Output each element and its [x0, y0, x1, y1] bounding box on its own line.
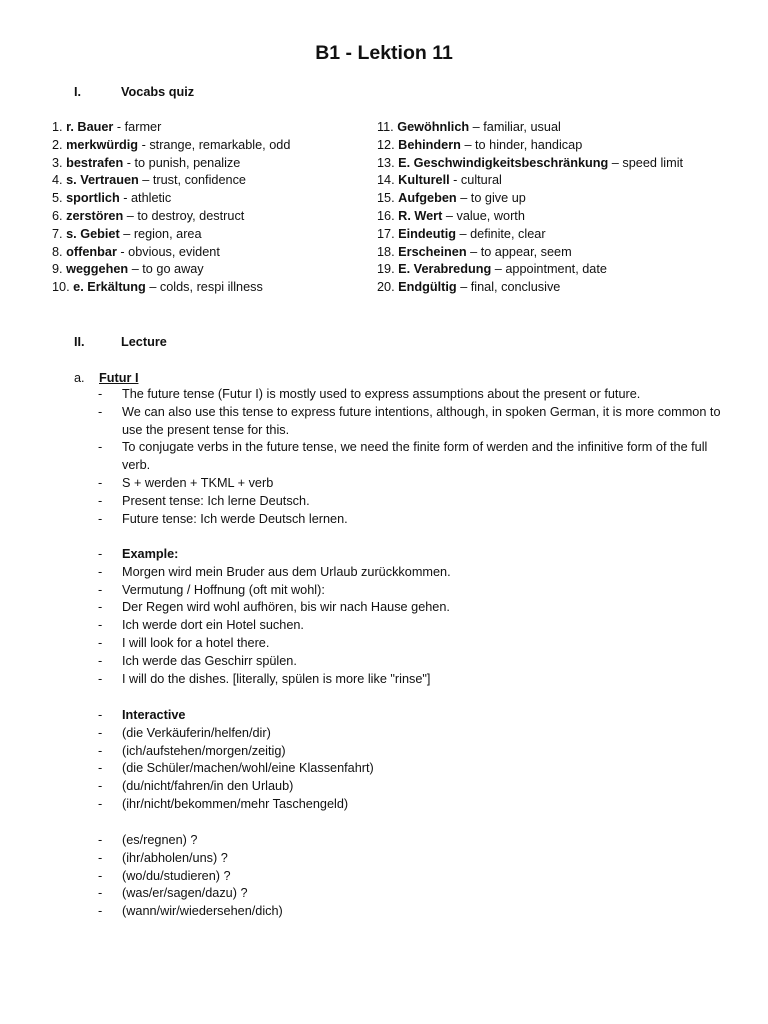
bullet-text: (wann/wir/wiedersehen/dich) [122, 904, 283, 919]
vocab-word: merkwürdig [66, 137, 139, 152]
vocab-number: 16. [377, 208, 395, 223]
section-label: Vocabs quiz [121, 85, 195, 99]
vocab-meaning: trust, confidence [152, 173, 246, 188]
bullet-text: I will look for a hotel there. [122, 635, 270, 650]
vocab-number: 10. [52, 280, 70, 295]
bullet-dash: - [98, 743, 103, 758]
bullet-dash: - [98, 761, 103, 776]
bullet-text: Present tense: Ich lerne Deutsch. [122, 493, 310, 508]
vocab-number: 18. [377, 244, 395, 259]
vocab-word: E. Geschwindigkeitsbeschränkung [398, 155, 609, 170]
vocab-word: s. Gebiet [66, 226, 120, 241]
vocab-item [377, 208, 683, 226]
bullet-dash: - [98, 404, 103, 419]
bullet-dash: - [98, 779, 103, 794]
bullet-text: I will do the dishes. [literally, spülen is more like "rinse"] [122, 671, 431, 686]
vocab-number: 14. [377, 173, 395, 188]
vocab-separator: - [138, 137, 150, 152]
bullet-item [98, 903, 738, 921]
bullet-dash: - [98, 671, 103, 686]
bullet-item [98, 511, 738, 529]
vocab-list-left [52, 119, 290, 297]
section-number: I. [74, 85, 82, 99]
bullet-dash: - [98, 796, 103, 811]
vocab-separator: – [469, 120, 484, 134]
vocab-word: Aufgeben [398, 191, 457, 206]
bullet-list-example [98, 546, 738, 688]
vocab-meaning: to hinder, handicap [475, 137, 583, 152]
bullet-dash: - [98, 600, 103, 615]
bullet-dash: - [98, 886, 103, 901]
bullet-text: The future tense (Futur I) is mostly used to express assumptions about the present or future. [122, 387, 641, 401]
bullet-text: (wo/du/studieren) ? [122, 868, 231, 883]
bullet-text: Morgen wird mein Bruder aus dem Urlaub zurückkommen. [122, 564, 451, 579]
bullet-item [98, 617, 738, 635]
vocab-item [52, 119, 290, 137]
vocab-item [52, 137, 290, 155]
section-label: Lecture [121, 335, 167, 349]
bullet-item [98, 671, 738, 689]
bullet-text: Interactive [122, 708, 186, 722]
vocab-meaning: region, area [133, 226, 202, 241]
vocab-number: 12. [377, 137, 395, 152]
vocab-word: bestrafen [66, 155, 124, 170]
vocab-item [52, 279, 290, 297]
vocab-number: 11. [377, 120, 394, 134]
vocab-number: 3. [52, 155, 63, 170]
bullet-item [98, 760, 738, 778]
vocab-meaning: final, conclusive [470, 280, 561, 295]
bullet-text: (die Schüler/machen/wohl/eine Klassenfahrt) [122, 761, 374, 776]
vocab-item [52, 244, 290, 262]
bullet-item [98, 653, 738, 671]
subsection-label: Futur I [99, 371, 139, 385]
bullet-list-questions [98, 832, 738, 921]
bullet-text: Der Regen wird wohl aufhören, bis wir nach Hause gehen. [122, 600, 450, 615]
bullet-text: Vermutung / Hoffnung (oft mit wohl): [122, 582, 325, 597]
bullet-item [98, 868, 738, 886]
bullet-item [98, 546, 738, 564]
bullet-item [98, 439, 738, 475]
vocab-number: 15. [377, 191, 395, 206]
bullet-dash: - [98, 850, 103, 865]
vocab-number: 17. [377, 226, 395, 241]
vocab-meaning: to give up [470, 191, 526, 206]
vocab-separator: – [456, 191, 471, 206]
vocab-word: Gewöhnlich [397, 120, 470, 134]
vocab-item [377, 244, 683, 262]
vocab-meaning: to appear, seem [480, 244, 572, 259]
bullet-text: S + werden + TKML + verb [122, 475, 274, 490]
vocab-item [377, 226, 683, 244]
vocab-meaning: athletic [130, 191, 172, 206]
vocab-item [377, 119, 683, 137]
bullet-text: (es/regnen) ? [122, 833, 198, 847]
bullet-list-interactive [98, 707, 738, 814]
vocab-number: 8. [52, 244, 63, 259]
bullet-dash: - [98, 708, 103, 722]
bullet-dash: - [98, 833, 103, 847]
vocab-word: Erscheinen [398, 244, 467, 259]
vocab-word: zerstören [66, 208, 124, 223]
bullet-text: Future tense: Ich werde Deutsch lernen. [122, 511, 348, 526]
bullet-item [98, 885, 738, 903]
vocab-number: 7. [52, 226, 63, 241]
bullet-dash: - [98, 475, 103, 490]
vocab-word: offenbar [66, 244, 117, 259]
bullet-item [98, 850, 738, 868]
bullet-dash: - [98, 511, 103, 526]
bullet-list-intro [98, 386, 738, 528]
bullet-item [98, 386, 738, 404]
section-number: II. [74, 335, 85, 349]
bullet-item [98, 599, 738, 617]
bullet-dash: - [98, 635, 103, 650]
vocab-word: Endgültig [398, 280, 457, 295]
vocab-item [52, 172, 290, 190]
vocab-item [52, 155, 290, 173]
bullet-item [98, 796, 738, 814]
bullet-item [98, 778, 738, 796]
vocab-number: 5. [52, 191, 63, 206]
vocab-meaning: strange, remarkable, odd [149, 137, 291, 152]
bullet-text: (ihr/nicht/bekommen/mehr Taschengeld) [122, 796, 349, 811]
vocab-number: 2. [52, 137, 63, 152]
bullet-dash: - [98, 493, 103, 508]
bullet-dash: - [98, 868, 103, 883]
vocab-word: Kulturell [398, 173, 450, 188]
vocab-separator: - [449, 173, 461, 188]
vocab-meaning: appointment, date [505, 262, 607, 277]
bullet-dash: - [98, 564, 103, 579]
vocab-separator: – [491, 262, 506, 277]
vocab-meaning: value, worth [456, 208, 525, 223]
vocab-separator: – [442, 208, 457, 223]
bullet-dash: - [98, 653, 103, 668]
vocab-separator: – [145, 280, 160, 295]
vocab-separator: – [128, 262, 143, 277]
vocab-meaning: to go away [142, 262, 204, 277]
bullet-item [98, 404, 738, 440]
bullet-item [98, 743, 738, 761]
vocab-word: e. Erkältung [73, 280, 146, 295]
bullet-text: (ich/aufstehen/morgen/zeitig) [122, 743, 286, 758]
vocab-separator: - [123, 155, 135, 170]
bullet-item [98, 832, 738, 850]
vocab-meaning: definite, clear [470, 226, 546, 241]
vocab-meaning: farmer [124, 120, 162, 134]
vocab-separator: - [113, 120, 125, 134]
vocab-item [52, 208, 290, 226]
vocab-word: s. Vertrauen [66, 173, 139, 188]
vocab-number: 4. [52, 173, 63, 188]
bullet-text: (ihr/abholen/uns) ? [122, 850, 228, 865]
vocab-word: Behindern [398, 137, 461, 152]
bullet-item [98, 564, 738, 582]
vocab-separator: – [460, 137, 476, 152]
vocab-item [377, 172, 683, 190]
vocab-item [377, 155, 683, 173]
bullet-text: Ich werde das Geschirr spülen. [122, 653, 297, 668]
bullet-text: To conjugate verbs in the future tense, we need the finite form of werden and the infinitive form of the full verb. [122, 440, 708, 473]
bullet-dash: - [98, 618, 103, 633]
vocab-number: 1. [52, 120, 63, 134]
bullet-text: Example: [122, 547, 179, 561]
bullet-item [98, 493, 738, 511]
bullet-item [98, 725, 738, 743]
bullet-text: (die Verkäuferin/helfen/dir) [122, 725, 271, 740]
bullet-dash: - [98, 725, 103, 740]
bullet-text: (was/er/sagen/dazu) ? [122, 886, 248, 901]
bullet-dash: - [98, 440, 103, 455]
vocab-item [377, 279, 683, 297]
vocab-number: 20. [377, 280, 395, 295]
vocab-item [52, 261, 290, 279]
bullet-text: Ich werde dort ein Hotel suchen. [122, 618, 304, 633]
vocab-list-right [377, 119, 683, 297]
vocab-separator: – [466, 244, 481, 259]
vocab-separator: – [455, 226, 471, 241]
vocab-item [52, 226, 290, 244]
vocab-separator: – [608, 155, 623, 170]
vocab-word: E. Verabredung [398, 262, 492, 277]
bullet-item [98, 707, 738, 725]
vocab-separator: – [119, 226, 134, 241]
vocab-word: r. Bauer [66, 120, 114, 134]
vocab-meaning: to destroy, destruct [137, 208, 245, 223]
vocab-meaning: familiar, usual [483, 120, 561, 134]
subsection-letter: a. [74, 371, 85, 385]
vocab-separator: – [123, 208, 138, 223]
vocab-meaning: to punish, penalize [134, 155, 241, 170]
bullet-dash: - [98, 547, 103, 561]
vocab-separator: - [119, 191, 131, 206]
bullet-item [98, 635, 738, 653]
vocab-meaning: colds, respi illness [159, 280, 263, 295]
vocab-meaning: cultural [460, 173, 502, 188]
vocab-separator: – [456, 280, 471, 295]
vocab-number: 19. [377, 262, 395, 277]
bullet-text: We can also use this tense to express future intentions, although, in spoken German, it is more common to use the present tense for this. [122, 404, 721, 437]
bullet-text: (du/nicht/fahren/in den Urlaub) [122, 779, 294, 794]
vocab-separator: – [138, 173, 153, 188]
vocab-separator: - [116, 244, 129, 259]
vocab-word: Eindeutig [398, 226, 456, 241]
vocab-word: weggehen [66, 262, 129, 277]
bullet-dash: - [98, 582, 103, 597]
vocab-item [377, 261, 683, 279]
vocab-item [377, 190, 683, 208]
vocab-word: sportlich [66, 191, 120, 206]
vocab-meaning: obvious, evident [128, 244, 220, 259]
bullet-dash: - [98, 904, 103, 919]
vocab-meaning: speed limit [622, 155, 684, 170]
bullet-item [98, 475, 738, 493]
bullet-item [98, 582, 738, 600]
vocab-item [52, 190, 290, 208]
vocab-number: 9. [52, 262, 63, 277]
vocab-item [377, 137, 683, 155]
vocab-number: 13. [377, 155, 395, 170]
bullet-dash: - [98, 387, 103, 401]
page-title: B1 - Lektion 11 [315, 42, 453, 64]
vocab-word: R. Wert [398, 208, 443, 223]
vocab-number: 6. [52, 208, 63, 223]
